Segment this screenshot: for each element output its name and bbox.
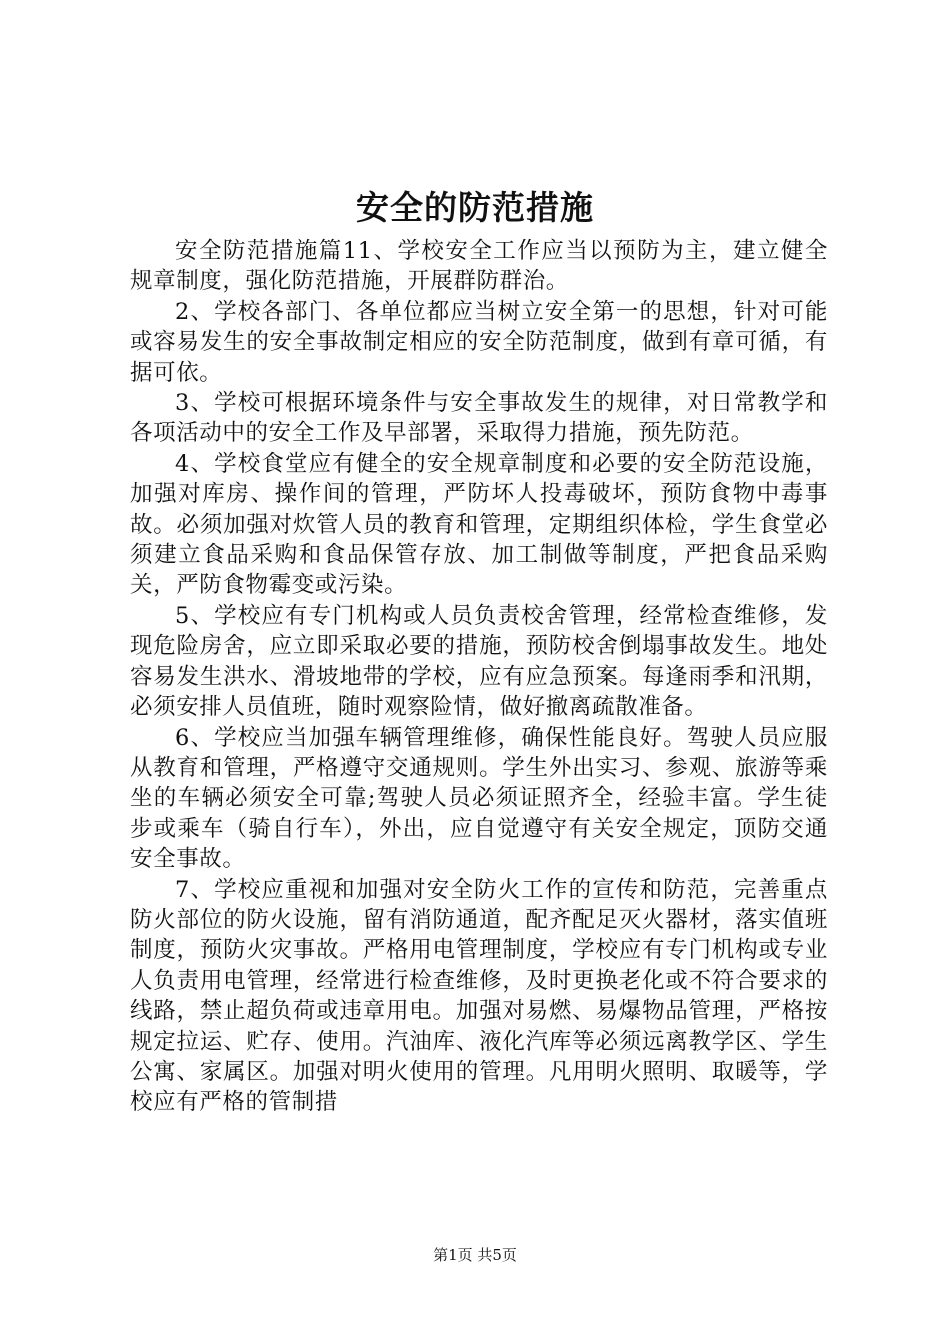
paragraph-4: 4、学校食堂应有健全的安全规章制度和必要的安全防范设施，加强对库房、操作间的管理，严防坏人投毒破坏，预防食物中毒事故。必须加强对炊管人员的教育和管理，定期组织体检，学生食堂必须建立食品采购和食品保管存放、加工制做等制度，严把食品采购关，严防食物霉变或污染。 <box>130 450 828 599</box>
paragraph-1: 安全防范措施篇11、学校安全工作应当以预防为主，建立健全规章制度，强化防范措施，开展群防群治。 <box>130 238 828 295</box>
paragraph-7: 7、学校应重视和加强对安全防火工作的宣传和防范，完善重点防火部位的防火设施，留有消防通道，配齐配足灭火器材，落实值班制度，预防火灾事故。严格用电管理制度，学校应有专门机构或专业人负责用电管理，经常进行检查维修，及时更换老化或不符合要求的线路，禁止超负荷或违章用电。加强对易燃、易爆物品管理，严格按规定拉运、贮存、使用。汽油库、液化汽库等必须远离教学区、学生公寓、家属区。加强对明火使用的管理。凡用明火照明、取暖等，学校应有严格的管制措 <box>130 876 828 1116</box>
paragraph-6: 6、学校应当加强车辆管理维修，确保性能良好。驾驶人员应服从教育和管理，严格遵守交通规则。学生外出实习、参观、旅游等乘坐的车辆必须安全可靠;驾驶人员必须证照齐全，经验丰富。学生徒步或乘车（骑自行车），外出，应自觉遵守有关安全规定，顶防交通安全事故。 <box>130 724 828 873</box>
page-number-footer: 第1页 共5页 <box>433 1246 517 1264</box>
paragraph-5: 5、学校应有专门机构或人员负责校舍管理，经常检查维修，发现危险房舍，应立即采取必要的措施，预防校舍倒塌事故发生。地处容易发生洪水、滑坡地带的学校，应有应急预案。每逢雨季和汛期，必须安排人员值班，随时观察险情，做好撤离疏散准备。 <box>130 602 828 721</box>
page-title: 安全的防范措施 <box>356 188 594 227</box>
paragraph-2: 2、学校各部门、各单位都应当树立安全第一的思想，针对可能或容易发生的安全事故制定相应的安全防范制度，做到有章可循，有据可依。 <box>130 298 828 386</box>
document-body <box>130 236 828 1118</box>
paragraph-3: 3、学校可根据环境条件与安全事故发生的规律，对日常教学和各项活动中的安全工作及早部署，采取得力措施，预先防范。 <box>130 390 828 447</box>
